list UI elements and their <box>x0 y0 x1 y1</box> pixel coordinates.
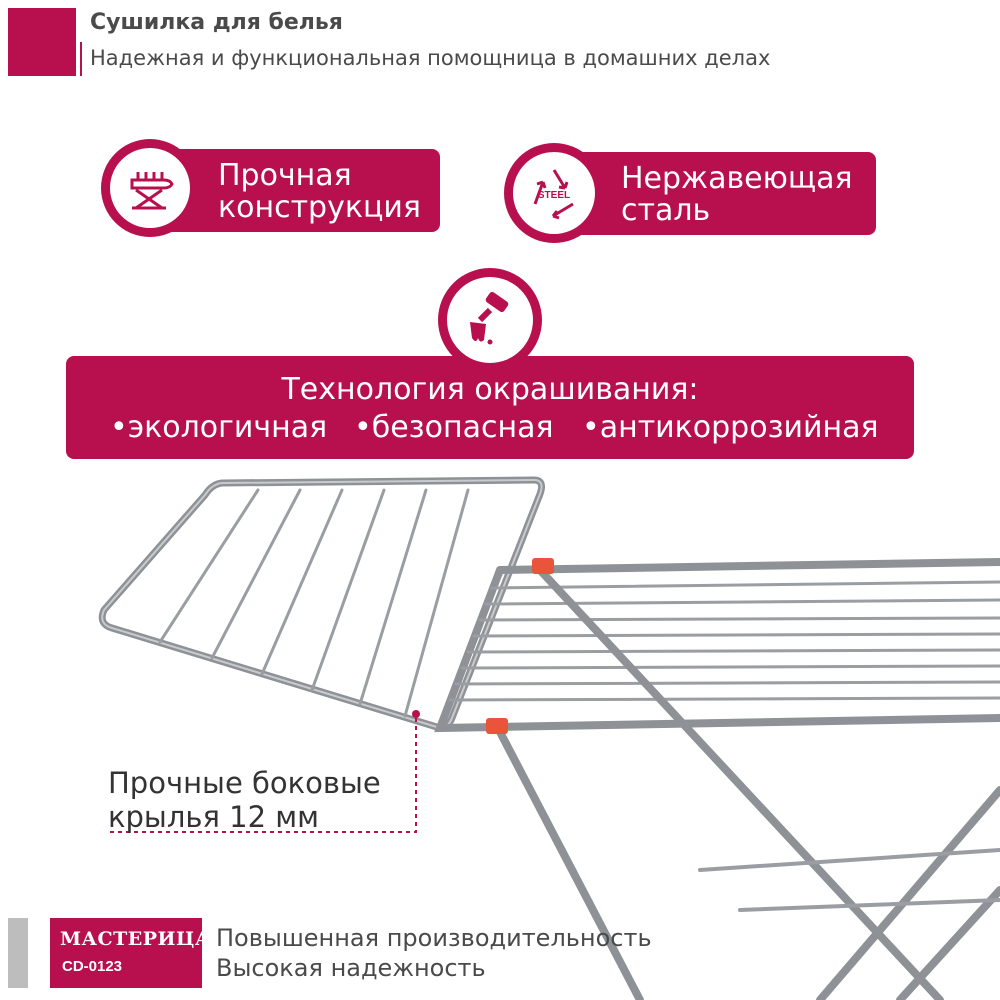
footer-grey-bar <box>8 918 28 988</box>
footer-line-performance: Повышенная производительность <box>216 924 652 952</box>
wings-callout-line1: Прочные боковые <box>108 766 381 800</box>
badge-stainless-steel-line1: Нержавеющая <box>621 161 853 196</box>
ironing-board-icon <box>122 160 178 216</box>
feature-safe: •безопасная <box>354 410 554 445</box>
footer-line-reliability: Высокая надежность <box>216 954 486 982</box>
feature-anticorrosion: •антикоррозийная <box>582 410 879 445</box>
badge-strong-construction-line1: Прочная <box>218 158 352 193</box>
feature-eco: •экологичная <box>110 410 328 445</box>
page-subtitle: Надежная и функциональная помощница в домашних делах <box>90 46 771 70</box>
badge-stainless-steel-circle <box>504 143 604 243</box>
brand-name: МАСТЕРИЦА <box>60 928 211 950</box>
wings-callout-line2: крылья 12 мм <box>108 800 319 834</box>
model-number: CD-0123 <box>62 958 123 975</box>
badge-stainless-steel-line2: сталь <box>621 193 711 228</box>
steel-icon-label: STEEL <box>537 190 571 201</box>
badge-strong-construction-circle <box>101 139 199 237</box>
header-divider <box>80 42 82 76</box>
paint-brush-icon <box>460 290 520 350</box>
badge-strong-construction-line2: конструкция <box>218 190 421 225</box>
page-title: Сушилка для белья <box>90 10 343 35</box>
steel-recycle-icon <box>523 162 585 224</box>
callout-pointer-dot <box>412 710 420 718</box>
paint-icon-circle <box>438 268 542 372</box>
paint-technology-title: Технология окрашивания: <box>281 372 699 407</box>
hinge-clip-top <box>532 558 554 574</box>
wings-callout <box>108 766 381 834</box>
header-accent-square <box>8 8 76 76</box>
hinge-clip-bottom <box>486 718 508 734</box>
brand-logo <box>50 918 211 988</box>
